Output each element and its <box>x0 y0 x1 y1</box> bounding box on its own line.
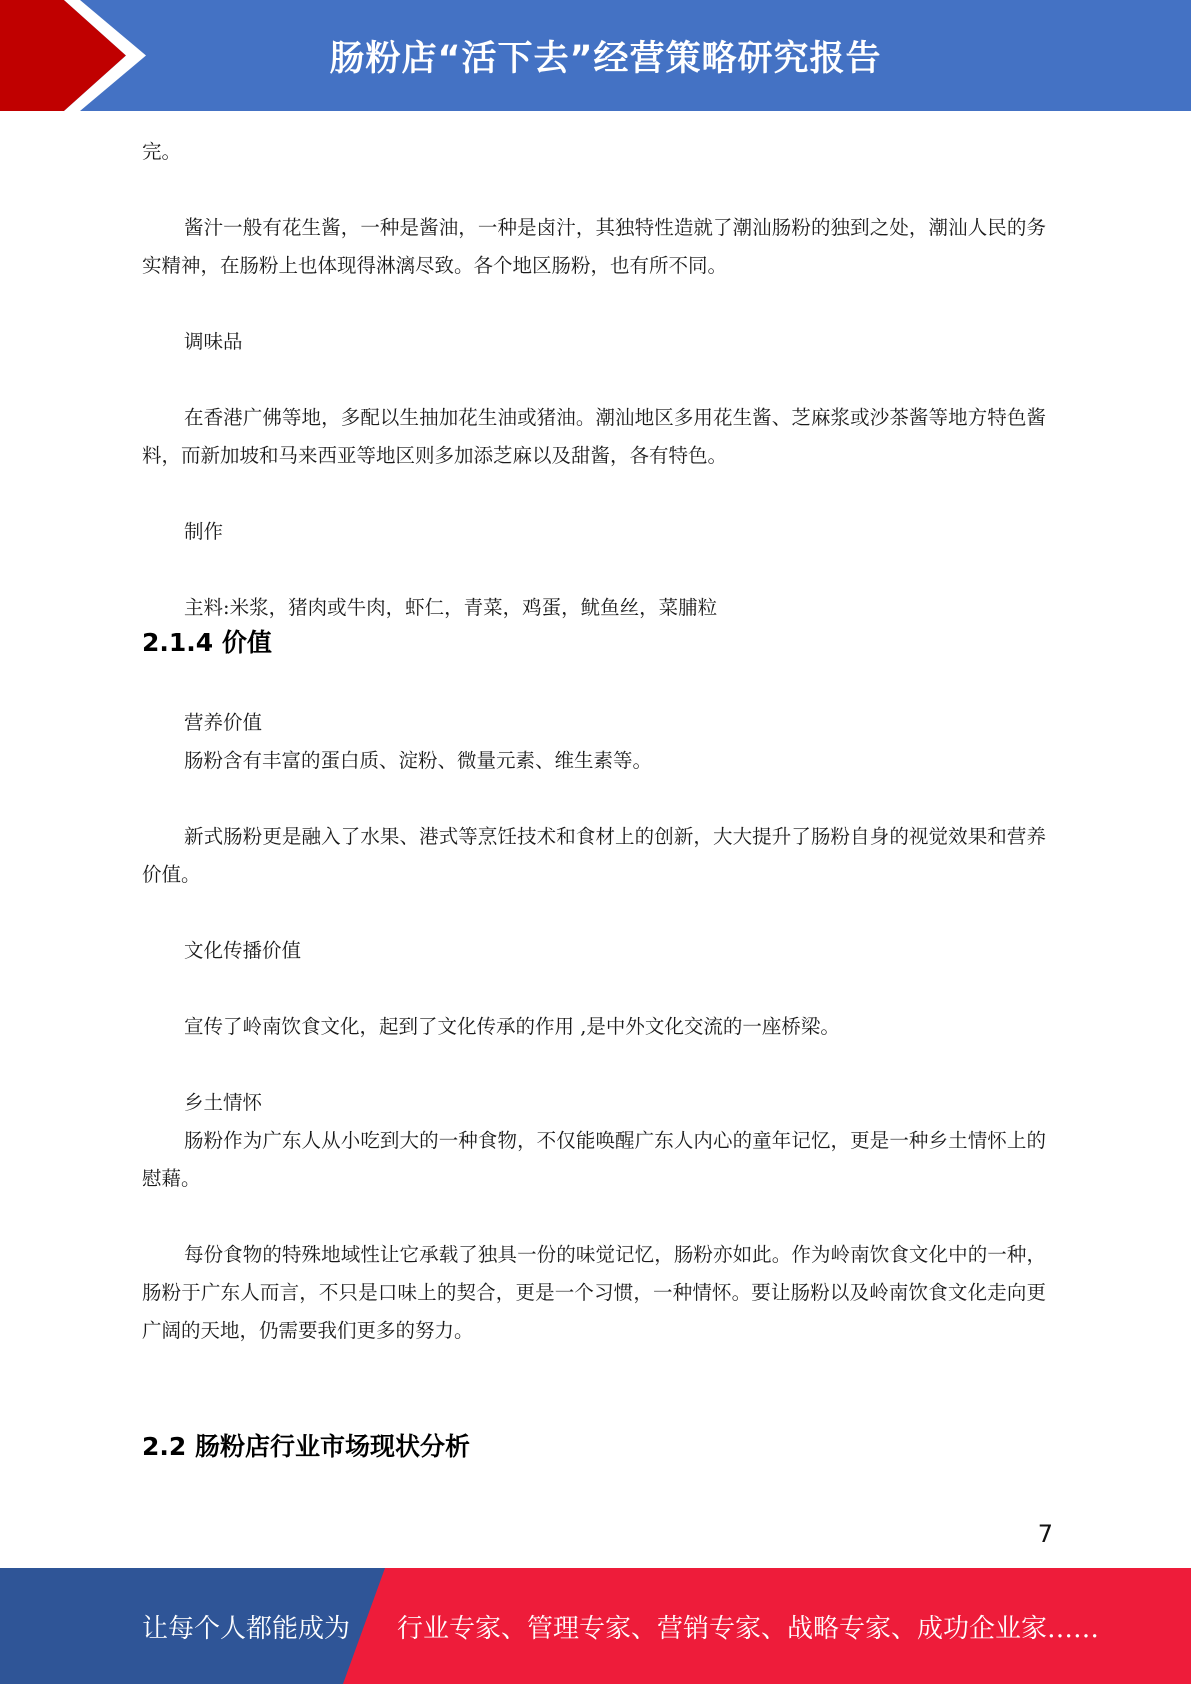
subheading-making: 制作 <box>184 520 224 543</box>
page-footer <box>0 1568 1191 1684</box>
document-title: 肠粉店“活下去”经营策略研究报告 <box>329 38 882 79</box>
section-heading-2-1-4: 2.1.4 价值 <box>142 628 272 657</box>
paragraph-continuation: 完。 <box>142 140 182 163</box>
page-number: 7 <box>1037 1520 1053 1548</box>
paragraph-ingredients: 主料:米浆，猪肉或牛肉，虾仁，青菜，鸡蛋，鱿鱼丝，菜脯粒 <box>184 596 718 619</box>
paragraph-seasoning: 在香港广佛等地，多配以生抽加花生油或猪油。潮汕地区多用花生酱、芝麻浆或沙茶酱等地方特色酱料，而新加坡和马来西亚等地区则多加添芝麻以及甜酱，各有特色。 <box>142 406 1046 467</box>
subheading-seasoning: 调味品 <box>184 330 243 353</box>
paragraph-new-style: 新式肠粉更是融入了水果、港式等烹饪技术和食材上的创新，大大提升了肠粉自身的视觉效果和营养价值。 <box>142 825 1046 886</box>
paragraph-hometown: 肠粉作为广东人从小吃到大的一种食物，不仅能唤醒广东人内心的童年记忆，更是一种乡土情怀上的慰藉。 <box>142 1129 1046 1190</box>
paragraph-nutrition: 肠粉含有丰富的蛋白质、淀粉、微量元素、维生素等。 <box>184 749 653 772</box>
footer-slogan-right: 行业专家、管理专家、营销专家、战略专家、成功企业家…… <box>397 1613 1100 1644</box>
paragraph-sauce: 酱汁一般有花生酱，一种是酱油，一种是卤汁，其独特性造就了潮汕肠粉的独到之处，潮汕人民的务实精神，在肠粉上也体现得淋漓尽致。各个地区肠粉，也有所不同。 <box>142 216 1046 277</box>
subheading-culture: 文化传播价值 <box>184 939 302 962</box>
footer-slogan-left: 让每个人都能成为 <box>142 1613 351 1644</box>
subheading-nutrition: 营养价值 <box>184 711 263 734</box>
subheading-hometown: 乡土情怀 <box>184 1091 263 1114</box>
paragraph-culture: 宣传了岭南饮食文化，起到了文化传承的作用 ,是中外文化交流的一座桥梁。 <box>184 1015 840 1038</box>
section-heading-2-2: 2.2 肠粉店行业市场现状分析 <box>142 1432 470 1461</box>
paragraph-regional-memory: 每份食物的特殊地域性让它承载了独具一份的味觉记忆，肠粉亦如此。作为岭南饮食文化中的一种，肠粉于广东人而言，不只是口味上的契合，更是一个习惯，一种情怀。要让肠粉以及岭南饮食文化走向更广阔的天地，仍需要我们更多的努力。 <box>142 1243 1046 1342</box>
page-header <box>0 0 1191 111</box>
